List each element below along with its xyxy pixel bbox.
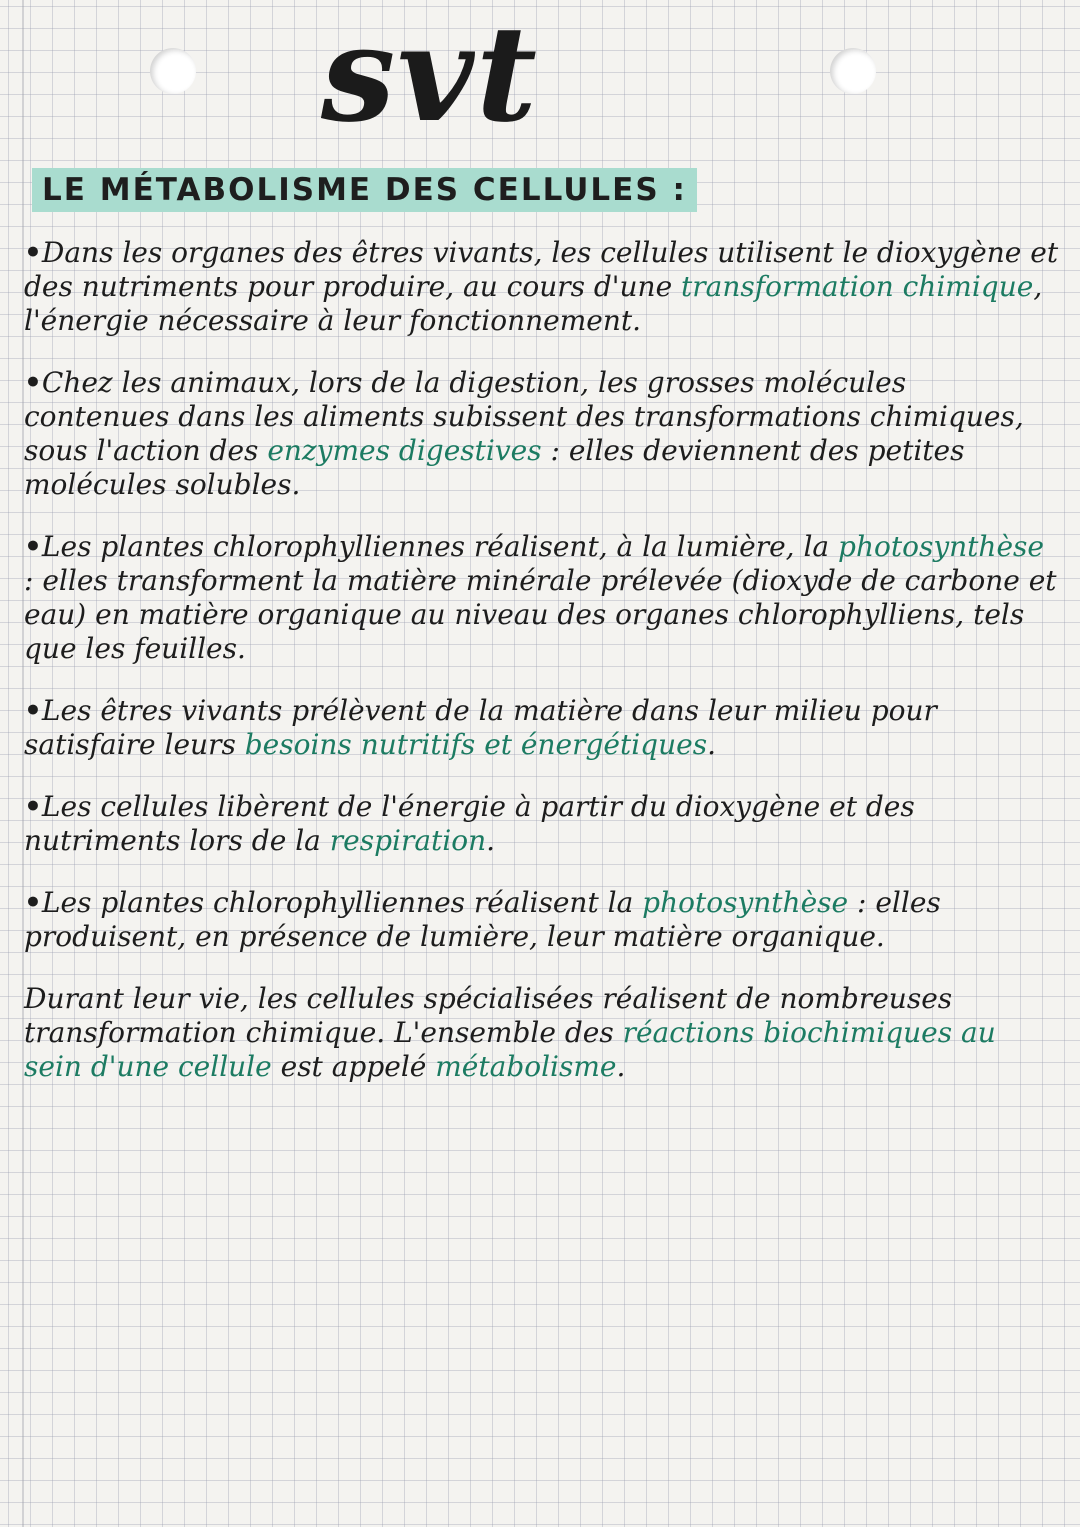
note-text: Les plantes chlorophylliennes réalisent, à la lumière, la [41, 530, 839, 563]
note-text: . [707, 728, 716, 761]
bullet-point: • [24, 886, 42, 919]
bullet-point: • [24, 236, 42, 269]
note-paragraph [24, 982, 1060, 1084]
page-title: svt [321, 0, 539, 152]
note-paragraph [24, 236, 1060, 338]
punch-hole-right [830, 48, 876, 94]
note-text: Les plantes chlorophylliennes réalisent la [41, 886, 643, 919]
highlighted-term: photosynthèse [642, 886, 849, 919]
note-paragraph [24, 886, 1060, 954]
highlighted-term: besoins nutritifs et énergétiques [244, 728, 708, 761]
bullet-point: • [24, 530, 42, 563]
subtitle-wrap [32, 168, 697, 212]
section-heading: LE MÉTABOLISME DES CELLULES : [32, 168, 697, 212]
highlighted-term: réactions biochimiques au sein d'une cellule [24, 1016, 996, 1083]
bullet-point: • [24, 790, 42, 823]
note-text: : elles produisent, en présence de lumière, leur matière organique. [24, 886, 941, 953]
note-text: . [616, 1050, 626, 1083]
highlighted-term: enzymes digestives [267, 434, 542, 467]
note-text: est appelé [271, 1050, 436, 1083]
bullet-point: • [24, 366, 42, 399]
highlighted-term: respiration [329, 824, 487, 857]
note-text: Les cellules libèrent de l'énergie à partir du dioxygène et des nutriments lors de la [24, 790, 915, 857]
note-paragraph [24, 790, 1060, 858]
note-text: : elles deviennent des petites molécules solubles. [24, 434, 965, 501]
note-paragraph [24, 366, 1060, 502]
note-text: . [486, 824, 496, 857]
punch-hole-left [150, 48, 196, 94]
highlighted-term: photosynthèse [838, 530, 1044, 563]
bullet-point: • [24, 694, 42, 727]
note-text: , l'énergie nécessaire à leur fonctionnement. [24, 270, 1043, 337]
note-text: : elles transforment la matière minérale prélevée (dioxyde de carbone et eau) en matière organique au niveau des organes chlorophylliens, tels que les feuilles. [24, 564, 1057, 665]
note-paragraph [24, 530, 1060, 666]
note-text: Dans les organes des êtres vivants, les cellules utilisent le dioxygène et des nutriments pour produire, au cours d'une [24, 236, 1059, 303]
notes-body [24, 236, 1060, 1112]
note-paragraph [24, 694, 1060, 762]
note-text: Les êtres vivants prélèvent de la matière dans leur milieu pour satisfaire leurs [24, 694, 937, 761]
note-text: Chez les animaux, lors de la digestion, les grosses molécules contenues dans les aliments subissent des transformations chimiques, sous l'action des [24, 366, 1024, 467]
highlighted-term: métabolisme [435, 1050, 617, 1083]
highlighted-term: transformation chimique [681, 270, 1034, 303]
note-text: Durant leur vie, les cellules spécialisées réalisent de nombreuses transformation chimique. L'ensemble des [24, 982, 953, 1049]
